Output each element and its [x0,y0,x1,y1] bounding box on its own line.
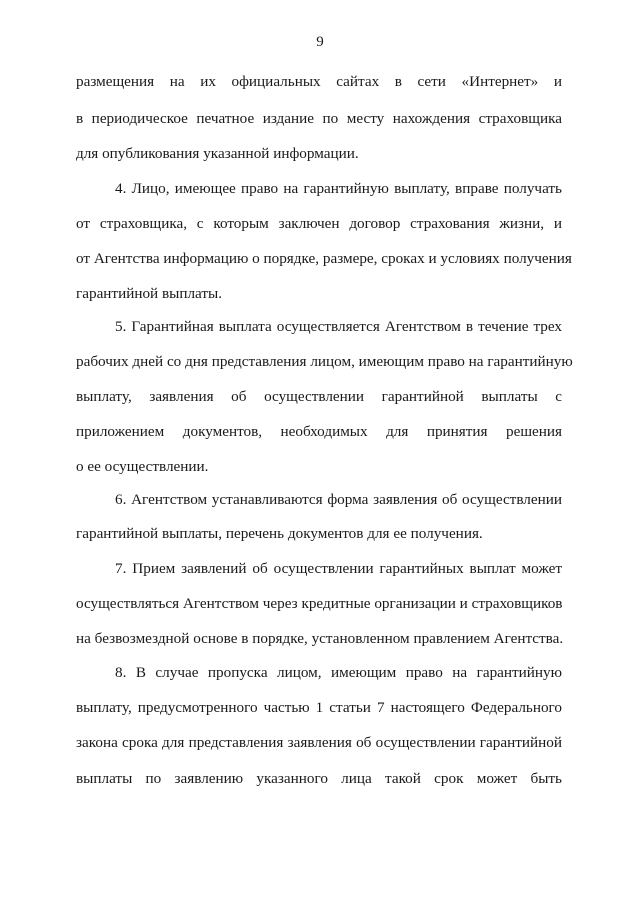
paragraph-7-first-line: 7. Прием заявлений об осуществлении гарантийных выплат может [115,560,562,577]
text-line: рабочих дней со дня представления лицом, имеющим право на гарантийную [76,353,573,370]
text-line: о ее осуществлении. [76,458,209,475]
page-number: 9 [316,34,324,50]
text-line: от страховщика, с которым заключен договор страхования жизни, и [76,215,562,232]
text-line: гарантийной выплаты, перечень документов для ее получения. [76,525,483,542]
text-line: закона срока для представления заявления об осуществлении гарантийной [76,734,562,751]
text-line: выплаты по заявлению указанного лица такой срок может быть [76,770,562,787]
paragraph-8-first-line: 8. В случае пропуска лицом, имеющим право на гарантийную [115,664,562,681]
text-line: выплату, заявления об осуществлении гарантийной выплаты с [76,388,562,405]
text-line: размещения на их официальных сайтах в сети «Интернет» и [76,73,562,90]
text-line: осуществляться Агентством через кредитные организации и страховщиков [76,595,563,612]
text-line: приложением документов, необходимых для принятия решения [76,423,562,440]
text-line: на безвозмездной основе в порядке, установленном правлением Агентства. [76,630,564,647]
paragraph-6-first-line: 6. Агентством устанавливаются форма заявления об осуществлении [115,491,562,508]
text-line: гарантийной выплаты. [76,285,223,302]
text-line: выплату, предусмотренного частью 1 статьи 7 настоящего Федерального [76,699,562,716]
text-line: от Агентства информацию о порядке, размере, сроках и условиях получения [76,250,572,267]
paragraph-5-first-line: 5. Гарантийная выплата осуществляется Агентством в течение трех [115,318,562,335]
text-line: в периодическое печатное издание по месту нахождения страховщика [76,110,562,127]
text-line: для опубликования указанной информации. [76,145,359,162]
paragraph-4-first-line: 4. Лицо, имеющее право на гарантийную выплату, вправе получать [115,180,562,197]
